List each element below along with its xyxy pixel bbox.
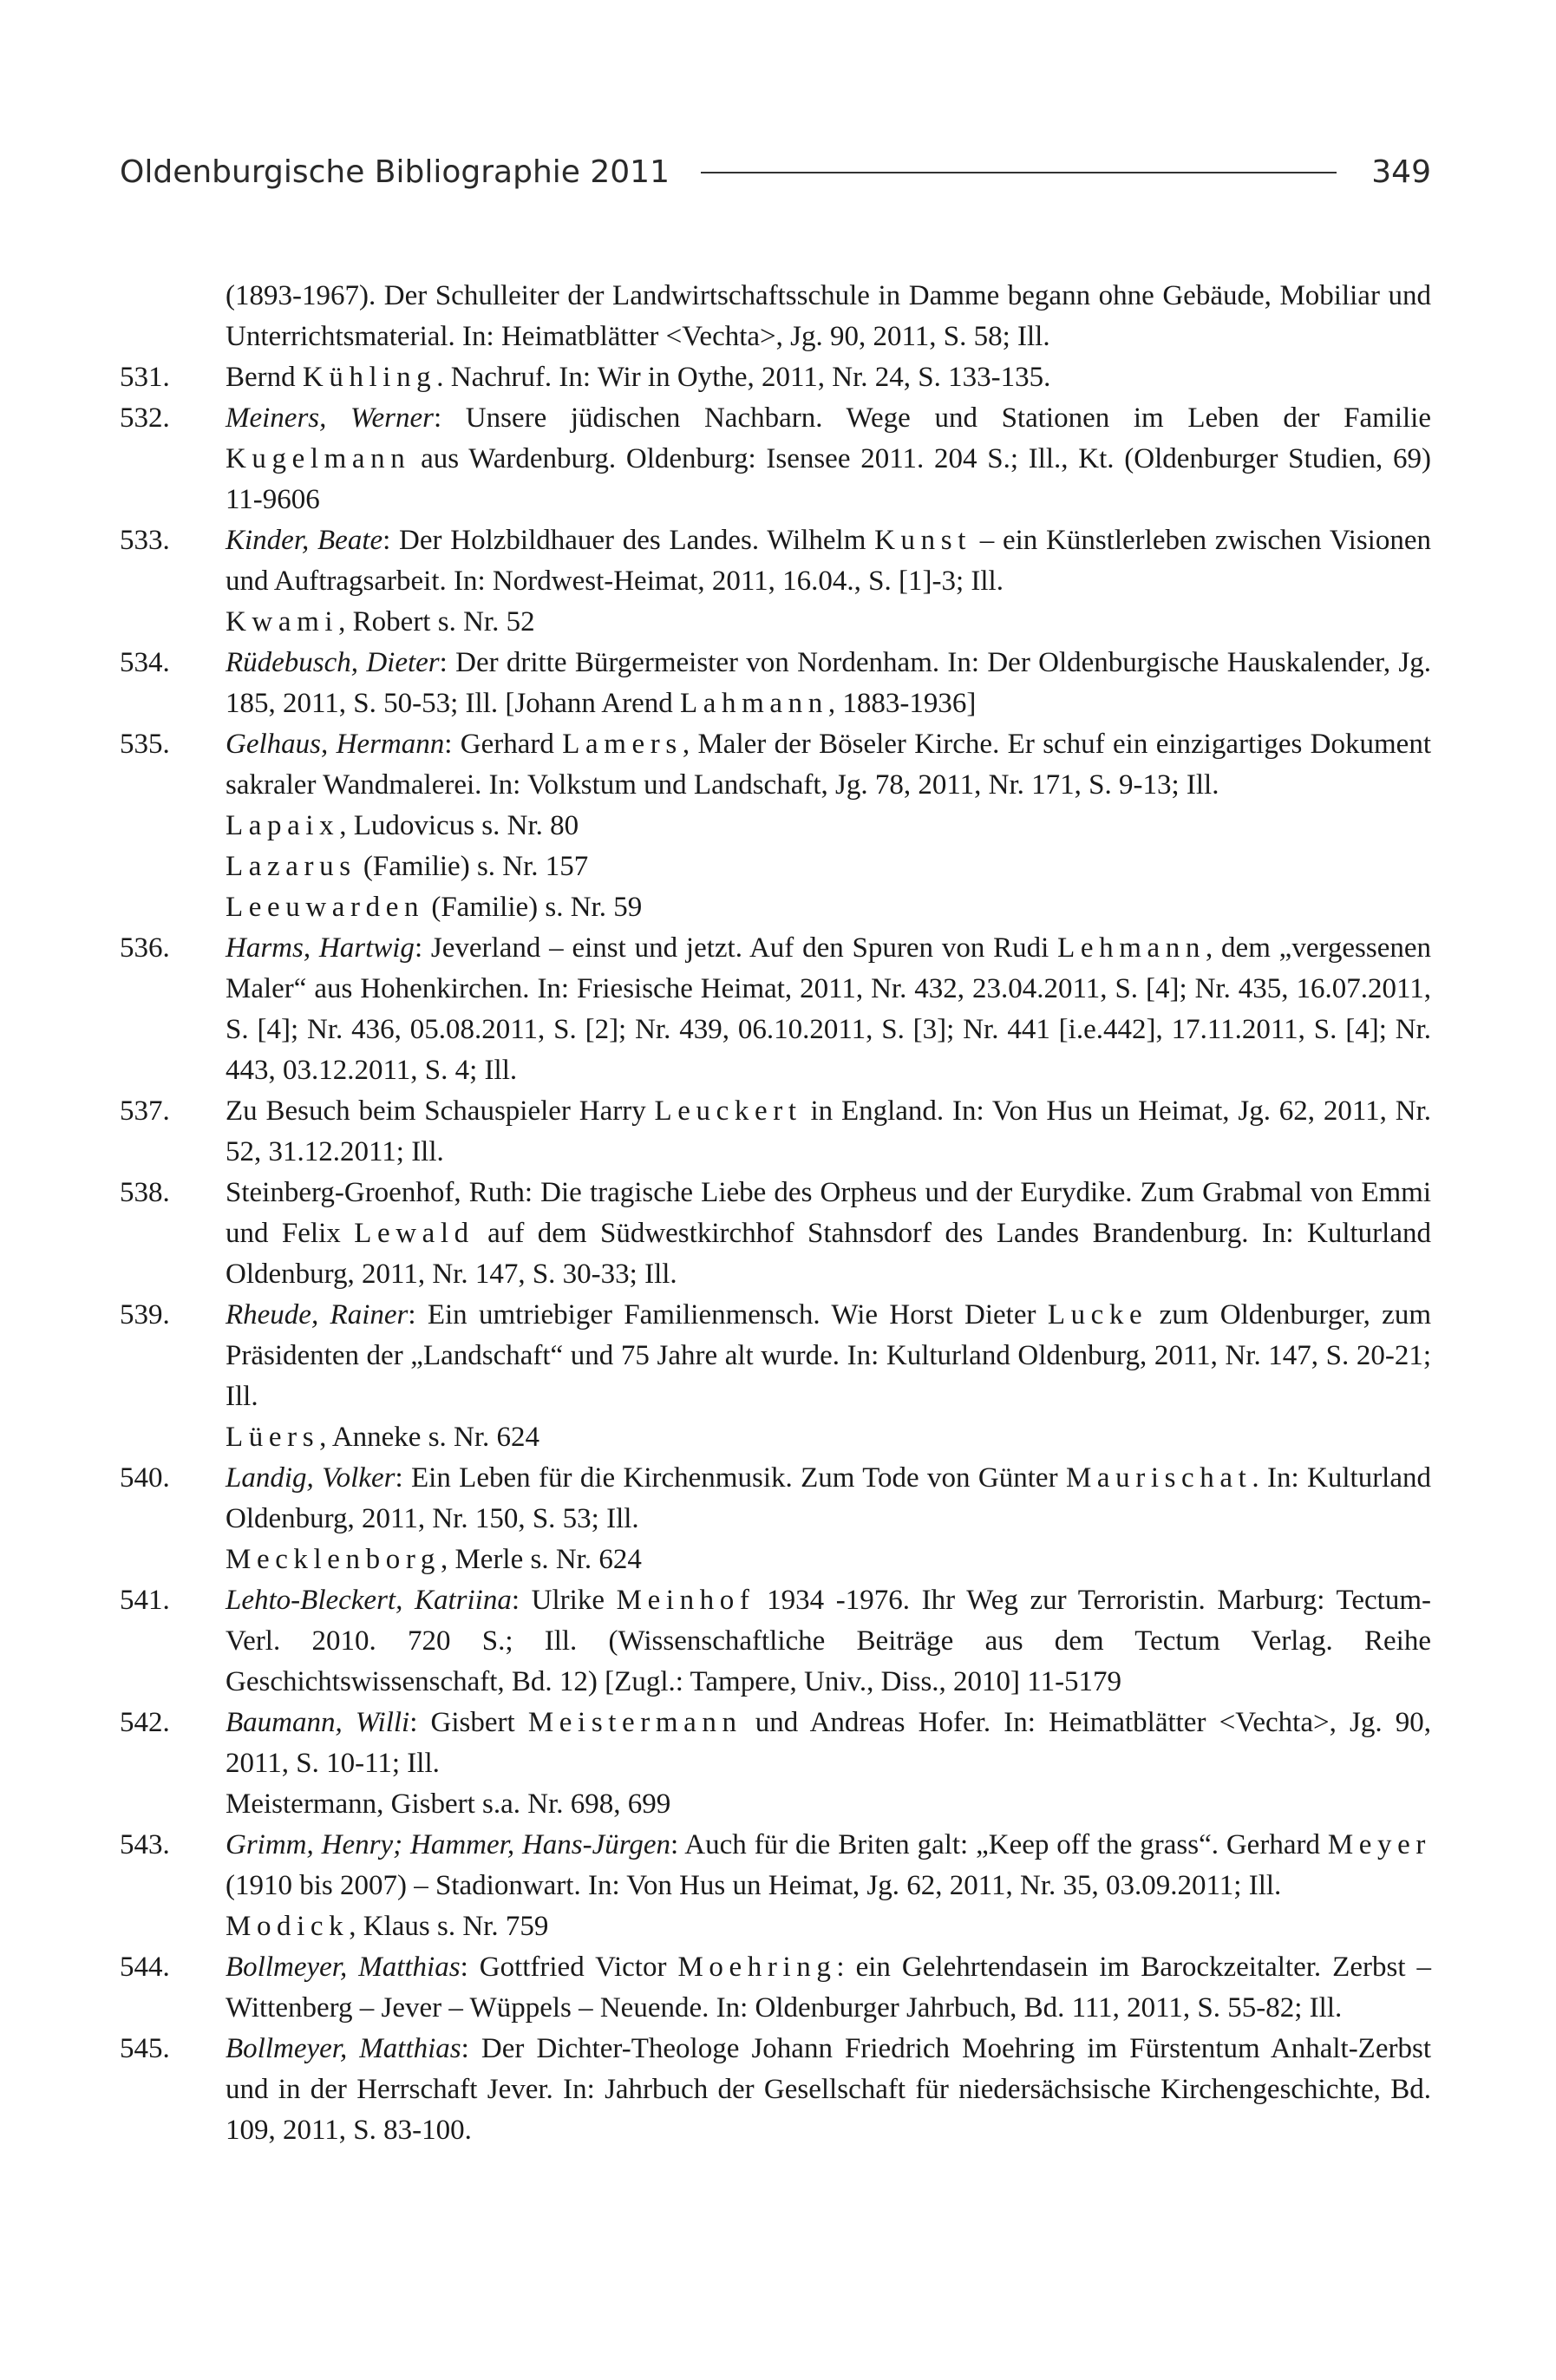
bibliography-entry xyxy=(120,1703,1431,1784)
text-segment: : Gottfried Victor xyxy=(460,1952,678,1983)
entry-text xyxy=(226,1784,1431,1825)
text-segment: : Ein umtriebiger Familienmensch. Wie Horst Dieter xyxy=(408,1299,1048,1331)
subject-name: Meistermann xyxy=(527,1707,742,1738)
author-name: Kinder, Beate xyxy=(226,525,383,556)
entry-number: 533. xyxy=(120,525,170,556)
entry-number: 541. xyxy=(120,1585,170,1616)
entry-text xyxy=(226,520,1431,602)
cross-reference xyxy=(120,1417,1431,1458)
text-segment: : Auch für die Briten galt: „Keep off the grass“. Gerhard xyxy=(670,1829,1328,1860)
text-segment: auf dem Südwestkirchhof Stahnsdorf des Landes Brandenburg. In: Kulturland Oldenburg, 2011, Nr. 147, S. 30-33; Ill. xyxy=(226,1218,1431,1290)
entry-text xyxy=(226,1703,1431,1784)
bibliography-entry xyxy=(120,2029,1431,2151)
entry-text xyxy=(226,643,1431,724)
entry-text xyxy=(226,602,1431,643)
text-segment: zum Oldenburger, zum Präsidenten der „Landschaft“ und 75 Jahre alt wurde. In: Kulturland Oldenburg, 2011, Nr. 147, S. 20-21; Ill. xyxy=(226,1299,1431,1412)
text-segment: , 1883-1936] xyxy=(827,688,977,719)
entry-text xyxy=(226,1580,1431,1703)
entry-text xyxy=(226,724,1431,806)
cross-reference xyxy=(120,602,1431,643)
subject-name: Lewald xyxy=(354,1218,474,1249)
text-segment: , Maler der Böseler Kirche. Er schuf ein einzigartiges Dokument sakraler Wandmalerei. In: Volkstum und Landschaft, Jg. 78, 2011, Nr. 171, S. 9-13; Ill. xyxy=(226,729,1431,801)
text-segment: – ein Künstlerleben zwischen Visionen und Auftragsarbeit. In: Nordwest-Heimat, 2011, 16.04., S. [1]-3; Ill. xyxy=(226,525,1431,597)
entry-text xyxy=(226,1906,1431,1947)
text-segment: : Gisbert xyxy=(409,1707,528,1738)
entry-number: 539. xyxy=(120,1299,170,1331)
subject-name: Lapaix xyxy=(226,810,340,841)
entry-number: 540. xyxy=(120,1462,170,1494)
entry-number: 532. xyxy=(120,402,170,434)
entry-text xyxy=(226,1295,1431,1417)
subject-name: Kwami xyxy=(226,606,339,638)
subject-name: Maurischat xyxy=(1065,1462,1252,1494)
author-name: Harms, Hartwig xyxy=(226,932,415,964)
text-segment: in England. In: Von Hus un Heimat, Jg. 62, 2011, Nr. 52, 31.12.2011; Ill. xyxy=(226,1095,1432,1167)
cross-reference xyxy=(120,1906,1431,1947)
cross-reference xyxy=(120,806,1431,847)
entry-text xyxy=(226,928,1431,1091)
entry-text xyxy=(226,1458,1431,1540)
text-segment: : Der Holzbildhauer des Landes. Wilhelm xyxy=(382,525,875,556)
text-segment: . In: Kulturland Oldenburg, 2011, Nr. 150, S. 53; Ill. xyxy=(226,1462,1432,1534)
entry-text xyxy=(226,847,1431,887)
header-rule xyxy=(701,172,1337,173)
subject-name: Mecklenborg xyxy=(226,1544,441,1575)
entry-number: 543. xyxy=(120,1829,170,1860)
text-segment: , Ludovicus s. Nr. 80 xyxy=(339,810,579,841)
text-segment: aus Wardenburg. Oldenburg: Isensee 2011. 204 S.; Ill., Kt. (Oldenburger Studien, 69) 11-9606 xyxy=(226,443,1431,515)
entry-number: 535. xyxy=(120,729,170,760)
bibliography-entry xyxy=(120,520,1431,602)
page-number: 349 xyxy=(1371,154,1431,190)
text-segment: und Andreas Hofer. In: Heimatblätter <Vechta>, Jg. 90, 2011, S. 10-11; Ill. xyxy=(226,1707,1431,1779)
entry-text xyxy=(226,398,1431,520)
entry-text xyxy=(226,1173,1431,1295)
author-name: Baumann, Willi xyxy=(226,1707,410,1738)
text-segment: Meistermann, Gisbert s.a. Nr. 698, 699 xyxy=(226,1788,671,1820)
subject-name: Lahmann xyxy=(680,688,828,719)
text-segment: , dem „vergessenen Maler“ aus Hohenkirchen. In: Friesische Heimat, 2011, Nr. 432, 23.04.2011, S. [4]; Nr. 435, 16.07.2011, S. [4]; Nr. 436, 05.08.2011, S. [2]; Nr. 439, 06.10.2011, S. [3]; Nr. 441 [i.e.442], 17.11.2011, S. [4]; Nr. 443, 03.12.2011, S. 4; Ill. xyxy=(226,932,1431,1086)
text-segment: , Anneke s. Nr. 624 xyxy=(319,1422,540,1453)
running-head xyxy=(120,154,1431,190)
subject-name: Kunst xyxy=(874,525,971,556)
bibliography-entry xyxy=(120,1947,1431,2029)
author-name: Bollmeyer, Matthias xyxy=(226,1952,461,1983)
text-segment: , Merle s. Nr. 624 xyxy=(440,1544,642,1575)
entry-text xyxy=(226,1091,1431,1173)
entry-text xyxy=(226,1825,1431,1906)
entry-text xyxy=(226,1540,1431,1580)
subject-name: Lehmann xyxy=(1057,932,1206,964)
subject-name: Kühling xyxy=(302,362,437,393)
text-segment: , Klaus s. Nr. 759 xyxy=(349,1911,549,1942)
entry-continuation xyxy=(120,276,1431,357)
entry-number: 534. xyxy=(120,647,170,678)
text-segment: : Der Dichter-Theologe Johann Friedrich Moehring im Fürstentum Anhalt-Zerbst und in der Herrschaft Jever. In: Jahrbuch der Gesellschaft für niedersächsische Kirchengeschichte, Bd. 109, 2011, S. 83-100. xyxy=(226,2033,1431,2146)
author-name: Landig, Volker xyxy=(226,1462,396,1494)
entry-text xyxy=(226,1417,1431,1458)
subject-name: Leuckert xyxy=(654,1095,802,1127)
entry-number: 542. xyxy=(120,1707,170,1738)
entry-number: 536. xyxy=(120,932,170,964)
text-segment: Zu Besuch beim Schauspieler Harry xyxy=(226,1095,655,1127)
subject-name: Moehring xyxy=(677,1952,837,1983)
subject-name: Meinhof xyxy=(616,1585,755,1616)
text-segment: : Jeverland – einst und jetzt. Auf den Spuren von Rudi xyxy=(414,932,1058,964)
bibliography-entry xyxy=(120,1458,1431,1540)
bibliography-entry xyxy=(120,1173,1431,1295)
entry-number: 531. xyxy=(120,362,170,393)
text-segment: : ein Gelehrtendasein im Barockzeitalter. Zerbst – Wittenberg – Jever – Wüppels – Neuende. In: Oldenburger Jahrbuch, Bd. 111, 2011, S. 55-82; Ill. xyxy=(226,1952,1431,2024)
author-name: Gelhaus, Hermann xyxy=(226,729,445,760)
cross-reference xyxy=(120,1784,1431,1825)
cross-reference xyxy=(120,847,1431,887)
text-segment: Bernd xyxy=(226,362,303,393)
text-segment: (Familie) s. Nr. 59 xyxy=(424,892,643,923)
subject-name: Lucke xyxy=(1047,1299,1148,1331)
text-segment: (1893-1967). Der Schulleiter der Landwirtschaftsschule in Damme begann ohne Gebäude, Mobiliar und Unterrichtsmaterial. In: Heimatblätter <Vechta>, Jg. 90, 2011, S. 58; Ill. xyxy=(226,280,1431,352)
bibliography-entry xyxy=(120,643,1431,724)
author-name: Meiners, Werner xyxy=(226,402,434,434)
entry-number: 537. xyxy=(120,1095,170,1127)
bibliography-list xyxy=(120,276,1431,2151)
text-segment: : Ein Leben für die Kirchenmusik. Zum Tode von Günter xyxy=(395,1462,1066,1494)
bibliography-entry xyxy=(120,1825,1431,1906)
text-segment: . Nachruf. In: Wir in Oythe, 2011, Nr. 24, S. 133-135. xyxy=(436,362,1051,393)
cross-reference xyxy=(120,1540,1431,1580)
entry-text xyxy=(226,276,1431,357)
entry-number: 545. xyxy=(120,2033,170,2064)
entry-text xyxy=(226,887,1431,928)
text-segment: , Robert s. Nr. 52 xyxy=(338,606,535,638)
subject-name: Kugelmann xyxy=(226,443,411,474)
author-name: Rheude, Rainer xyxy=(226,1299,409,1331)
author-name: Bollmeyer, Matthias xyxy=(226,2033,461,2064)
text-segment: (1910 bis 2007) – Stadionwart. In: Von Hus un Heimat, Jg. 62, 2011, Nr. 35, 03.09.2011; Ill. xyxy=(226,1870,1282,1901)
subject-name: Meyer xyxy=(1327,1829,1431,1860)
bibliography-entry xyxy=(120,1580,1431,1703)
bibliography-entry xyxy=(120,357,1431,398)
subject-name: Lüers xyxy=(226,1422,320,1453)
running-head-title: Oldenburgische Bibliographie 2011 xyxy=(120,154,670,190)
bibliography-entry xyxy=(120,928,1431,1091)
text-segment: : Ulrike xyxy=(511,1585,617,1616)
entry-number: 538. xyxy=(120,1177,170,1208)
subject-name: Leeuwarden xyxy=(226,892,425,923)
bibliography-entry xyxy=(120,1295,1431,1417)
text-segment: 1934 -1976. Ihr Weg zur Terroristin. Marburg: Tectum-Verl. 2010. 720 S.; Ill. (Wissenschaftliche Beiträge aus dem Tectum Verlag. Reihe Geschichtswissenschaft, Bd. 12) [Zugl.: Tampere, Univ., Diss., 2010] 11-5179 xyxy=(226,1585,1431,1697)
text-segment: : Der dritte Bürgermeister von Nordenham. In: Der Oldenburgische Hauskalender, Jg. 185, 2011, S. 50-53; Ill. [Johann Arend xyxy=(226,647,1431,719)
entry-text xyxy=(226,1947,1431,2029)
bibliography-entry xyxy=(120,398,1431,520)
entry-text xyxy=(226,357,1431,398)
cross-reference xyxy=(120,887,1431,928)
text-segment: (Familie) s. Nr. 157 xyxy=(356,851,589,882)
entry-text xyxy=(226,806,1431,847)
author-name: Lehto-Bleckert, Katriina xyxy=(226,1585,512,1616)
subject-name: Lamers xyxy=(562,729,683,760)
entry-text xyxy=(226,2029,1431,2151)
subject-name: Lazarus xyxy=(226,851,356,882)
entry-number: 544. xyxy=(120,1952,170,1983)
bibliography-entry xyxy=(120,1091,1431,1173)
text-segment: Steinberg-Groenhof, Ruth: Die tragische Liebe des Orpheus und der Eurydike. Zum Grabmal von Emmi und Felix xyxy=(226,1177,1431,1249)
text-segment: : Gerhard xyxy=(444,729,563,760)
bibliography-entry xyxy=(120,724,1431,806)
author-name: Grimm, Henry; Hammer, Hans-Jürgen xyxy=(226,1829,671,1860)
text-segment: : Unsere jüdischen Nachbarn. Wege und Stationen im Leben der Familie xyxy=(433,402,1432,434)
subject-name: Modick xyxy=(226,1911,350,1942)
author-name: Rüdebusch, Dieter xyxy=(226,647,440,678)
